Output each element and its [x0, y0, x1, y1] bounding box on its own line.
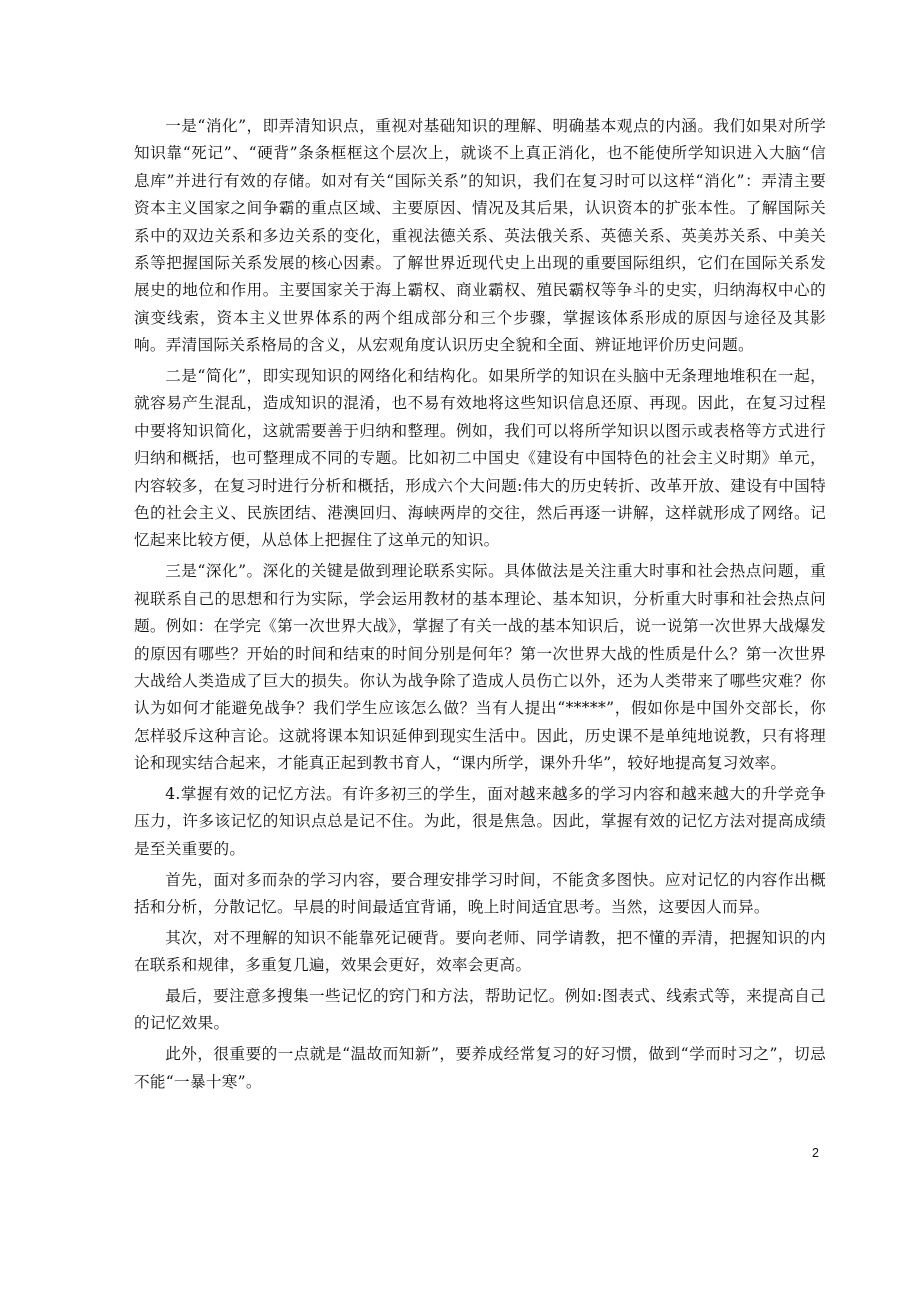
page-number: 2: [812, 1146, 819, 1160]
document-body: [134, 113, 826, 1099]
paragraph-deepen: 三是“深化”。深化的关键是做到理论联系实际。具体做法是关注重大时事和社会热点问题，重视联系自己的思想和行为实际，学会运用教材的基本理论、基本知识，分析重大时事和社会热点问题。例如：在学完《第一次世界大战》，掌握了有关一战的基本知识后，说一说第一次世界大战爆发的原因有哪些？开始的时间和结束的时间分别是何年？第一次世界大战的性质是什么？第一次世界大战给人类造成了巨大的损失。你认为战争除了造成人员伤亡以外，还为人类带来了哪些灾难？你认为如何才能避免战争？我们学生应该怎么做？当有人提出“*****”，假如你是中国外交部长，你怎样驳斥这种言论。这就将课本知识延伸到现实生活中。因此，历史课不是单纯地说教，只有将理论和现实结合起来，才能真正起到教书育人，“课内所学，课外升华”，较好地提高复习效率。: [134, 562, 826, 773]
paragraph-second: 其次，对不理解的知识不能靠死记硬背。要向老师、同学请教，把不懂的弄清，把握知识的内在联系和规律，多重复几遍，效果会更好，效率会更高。: [134, 928, 826, 975]
paragraph-simplify: 二是“简化”，即实现知识的网络化和结构化。如果所学的知识在头脑中无条理地堆积在一起，就容易产生混乱，造成知识的混淆，也不易有效地将这些知识信息还原、再现。因此，在复习过程中要将知识简化，这就需要善于归纳和整理。例如，我们可以将所学知识以图示或表格等方式进行归纳和概括，也可整理成不同的专题。比如初二中国史《建设有中国特色的社会主义时期》单元，内容较多，在复习时进行分析和概括，形成六个大问题:伟大的历史转折、改革开放、建设有中国特色的社会主义、民族团结、港澳回归、海峡两岸的交往，然后再逐一讲解，这样就形成了网络。记忆起来比较方便，从总体上把握住了这单元的知识。: [134, 367, 826, 550]
paragraph-last: 最后，要注意多搜集一些记忆的窍门和方法，帮助记忆。例如:图表式、线索式等，来提高自己的记忆效果。: [134, 986, 826, 1033]
paragraph-additionally: 此外，很重要的一点就是“温故而知新”，要养成经常复习的好习惯，做到“学而时习之”，切忌不能“一暴十寒”。: [134, 1045, 826, 1091]
paragraph-digest: 一是“消化”，即弄清知识点，重视对基础知识的理解、明确基本观点的内涵。我们如果对所学知识靠“死记”、“硬背”条条框框这个层次上，就谈不上真正消化，也不能使所学知识进入大脑“信息库”并进行有效的存储。如对有关“国际关系”的知识，我们在复习时可以这样“消化”：弄清主要资本主义国家之间争霸的重点区域、主要原因、情况及其后果，认识资本的扩张本性。了解国际关系中的双边关系和多边关系的变化，重视法德关系、英法俄关系、英德关系、英美苏关系、中美关系等把握国际关系发展的核心因素。了解世界近现代史上出现的重要国际组织，它们在国际关系发展史的地位和作用。主要国家关于海上霸权、商业霸权、殖民霸权等争斗的史实，归纳海权中心的演变线索，资本主义世界体系的两个组成部分和三个步骤，掌握该体系形成的原因与途径及其影响。弄清国际关系格局的含义，从宏观角度认识历史全貌和全面、辨证地评价历史问题。: [134, 117, 826, 355]
paragraph-first: 首先，面对多而杂的学习内容，要合理安排学习时间，不能贪多图快。应对记忆的内容作出概括和分析，分散记忆。早晨的时间最适宜背诵，晚上时间适宜思考。当然，这要因人而异。: [134, 870, 826, 916]
paragraph-memory-methods: 4.掌握有效的记忆方法。有许多初三的学生，面对越来越多的学习内容和越来越大的升学竞争压力，许多该记忆的知识点总是记不住。为此，很是焦急。因此，掌握有效的记忆方法对提高成绩是至关重要的。: [134, 784, 826, 858]
